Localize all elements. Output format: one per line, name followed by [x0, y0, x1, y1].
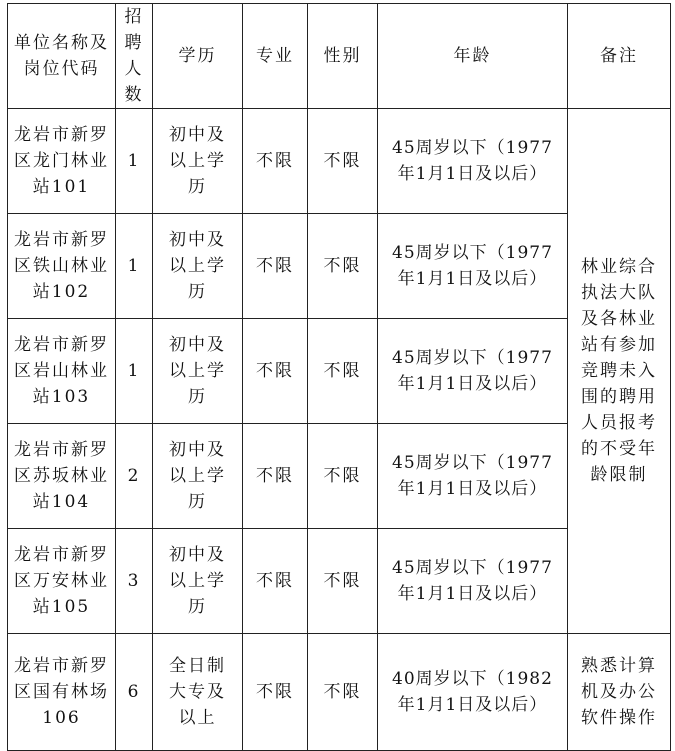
- count-cell: 3: [116, 529, 153, 634]
- unit-cell: 龙岩市新罗区万安林业站105: [8, 529, 116, 634]
- age-cell: 45周岁以下（1977年1月1日及以后）: [378, 424, 568, 529]
- remark-cell: 熟悉计算机及办公软件操作: [568, 634, 671, 751]
- education-cell: 初中及以上学历: [153, 529, 243, 634]
- unit-cell: 龙岩市新罗区龙门林业站101: [8, 109, 116, 214]
- gender-cell: 不限: [308, 214, 378, 319]
- table-header-row: [8, 4, 671, 109]
- gender-cell: 不限: [308, 529, 378, 634]
- major-cell: 不限: [243, 529, 308, 634]
- major-cell: 不限: [243, 634, 308, 751]
- age-cell: 40周岁以下（1982年1月1日及以后）: [378, 634, 568, 751]
- header-education: 学历: [153, 4, 243, 109]
- education-cell: 初中及以上学历: [153, 424, 243, 529]
- age-cell: 45周岁以下（1977年1月1日及以后）: [378, 109, 568, 214]
- age-cell: 45周岁以下（1977年1月1日及以后）: [378, 214, 568, 319]
- table-row: [8, 634, 671, 751]
- education-cell: 全日制大专及以上: [153, 634, 243, 751]
- unit-cell: 龙岩市新罗区岩山林业站103: [8, 319, 116, 424]
- age-cell: 45周岁以下（1977年1月1日及以后）: [378, 319, 568, 424]
- unit-cell: 龙岩市新罗区苏坂林业站104: [8, 424, 116, 529]
- header-unit: 单位名称及岗位代码: [8, 4, 116, 109]
- education-cell: 初中及以上学历: [153, 109, 243, 214]
- major-cell: 不限: [243, 319, 308, 424]
- header-count: 招聘人数: [116, 4, 153, 109]
- header-remark: 备注: [568, 4, 671, 109]
- header-age: 年龄: [378, 4, 568, 109]
- recruitment-table: [7, 3, 671, 751]
- count-cell: 1: [116, 319, 153, 424]
- education-cell: 初中及以上学历: [153, 214, 243, 319]
- count-cell: 6: [116, 634, 153, 751]
- major-cell: 不限: [243, 424, 308, 529]
- major-cell: 不限: [243, 109, 308, 214]
- header-major: 专业: [243, 4, 308, 109]
- count-cell: 2: [116, 424, 153, 529]
- age-cell: 45周岁以下（1977年1月1日及以后）: [378, 529, 568, 634]
- gender-cell: 不限: [308, 109, 378, 214]
- major-cell: 不限: [243, 214, 308, 319]
- merged-remark-cell: 林业综合执法大队及各林业站有参加竞聘未入围的聘用人员报考的不受年龄限制: [568, 109, 671, 634]
- header-gender: 性别: [308, 4, 378, 109]
- gender-cell: 不限: [308, 424, 378, 529]
- unit-cell: 龙岩市新罗区国有林场106: [8, 634, 116, 751]
- count-cell: 1: [116, 214, 153, 319]
- gender-cell: 不限: [308, 634, 378, 751]
- table-row: [8, 109, 671, 214]
- count-cell: 1: [116, 109, 153, 214]
- gender-cell: 不限: [308, 319, 378, 424]
- unit-cell: 龙岩市新罗区铁山林业站102: [8, 214, 116, 319]
- education-cell: 初中及以上学历: [153, 319, 243, 424]
